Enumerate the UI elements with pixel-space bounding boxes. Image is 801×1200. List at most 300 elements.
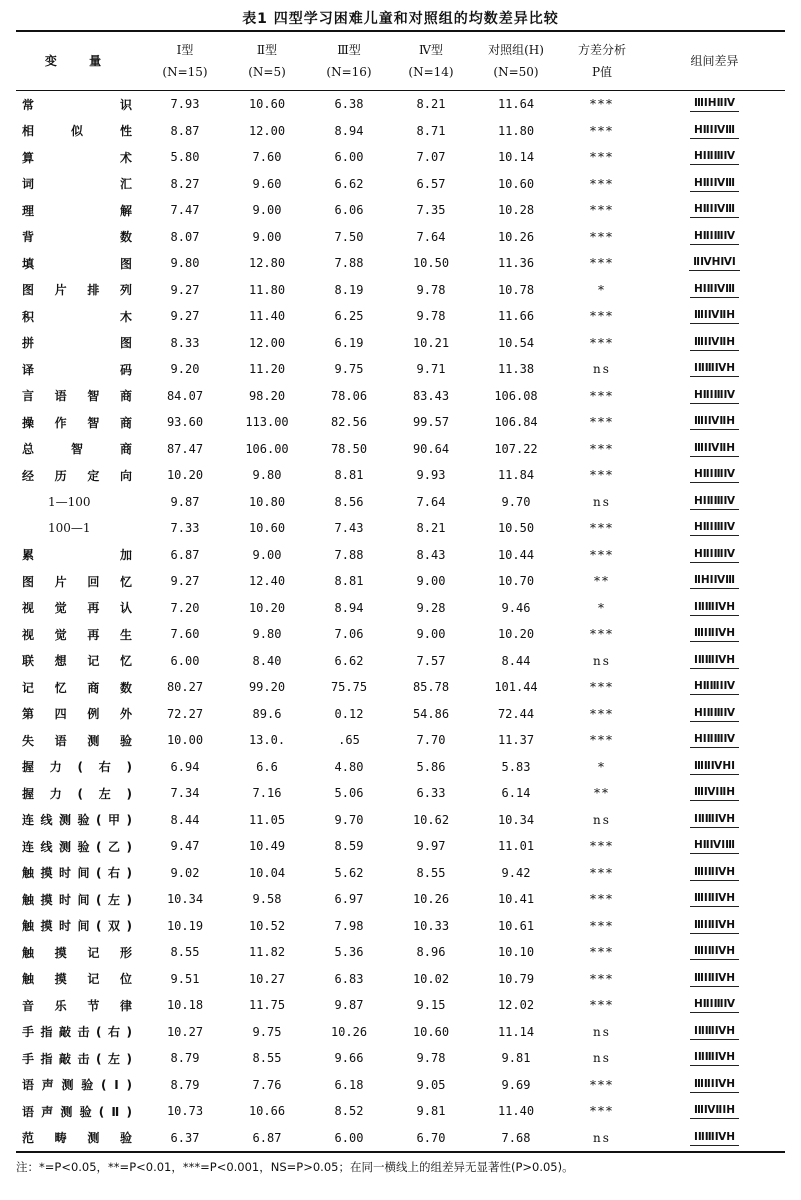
type4-mean: 54.86 (412, 706, 450, 721)
group-difference-text: HⅡⅠⅣⅢ (690, 176, 739, 192)
group-difference (644, 303, 785, 330)
type1-mean: 7.60 (170, 627, 200, 642)
type4-mean: 8.43 (416, 547, 446, 562)
type4-mean: 7.07 (416, 150, 446, 165)
type4-mean: 8.21 (416, 97, 446, 112)
type4-mean: 7.35 (416, 203, 446, 218)
type3-mean: 78.50 (330, 441, 368, 456)
type1-mean: 9.20 (170, 362, 200, 377)
type2-mean: 10.60 (248, 521, 286, 536)
type3-mean: 10.26 (330, 1024, 368, 1039)
type3-mean: .65 (338, 733, 360, 748)
table-title: 表1 四型学习困难儿童和对照组的均数差异比较 (242, 11, 559, 27)
anova-p-value: *** (590, 309, 614, 324)
group-difference-text: ⅢⅡⅣHⅠ (690, 759, 739, 775)
group-difference-text: ⅠⅡⅢⅣH (690, 1050, 739, 1066)
table-row (16, 727, 785, 754)
type3-mean: 8.94 (334, 123, 364, 138)
group-difference-text: ⅢⅠⅡⅣH (690, 891, 739, 907)
type4-mean: 10.62 (412, 812, 450, 827)
type2-mean: 9.00 (252, 547, 282, 562)
group-difference-text: ⅢⅠⅣⅡH (690, 335, 739, 351)
control-mean: 10.41 (497, 892, 535, 907)
header-type4: Ⅳ型 (N=14) (390, 31, 472, 91)
type2-mean: 7.16 (252, 786, 282, 801)
group-difference-text: HⅡⅣⅠⅢ (690, 838, 739, 854)
type3-mean: 8.94 (334, 600, 364, 615)
variable-name: 100—1 (48, 521, 91, 536)
type1-mean: 9.80 (170, 256, 200, 271)
type2-mean: 10.49 (248, 839, 286, 854)
type2-mean: 10.52 (248, 918, 286, 933)
anova-p-value: *** (590, 97, 614, 112)
table-row (16, 436, 785, 463)
type4-mean: 7.70 (416, 733, 446, 748)
table-header (16, 31, 785, 91)
type1-mean: 10.19 (166, 918, 204, 933)
type2-mean: 7.76 (252, 1077, 282, 1092)
group-difference-text: ⅡⅣHⅣⅠ (689, 255, 740, 271)
type1-mean: 7.93 (170, 97, 200, 112)
type4-mean: 9.28 (416, 600, 446, 615)
group-difference-text: ⅠⅡⅢⅣH (690, 600, 739, 616)
group-difference (644, 780, 785, 807)
anova-p-value: ns (593, 653, 611, 668)
type3-mean: 5.06 (334, 786, 364, 801)
anova-p-value: *** (590, 971, 614, 986)
table-row (16, 1019, 785, 1046)
anova-p-value: * (598, 282, 606, 297)
table-row (16, 754, 785, 781)
group-difference (644, 144, 785, 171)
control-mean: 11.40 (497, 1104, 535, 1119)
group-difference-text: HⅡⅠⅢⅣ (690, 229, 739, 245)
type1-mean: 7.34 (170, 786, 200, 801)
variable-name: 触摸时间(右) (22, 866, 132, 881)
anova-p-value: *** (590, 945, 614, 960)
group-difference-text: ⅢⅠⅡⅣH (690, 971, 739, 987)
type4-mean: 8.96 (416, 945, 446, 960)
variable-name: 图片回忆 (22, 574, 132, 589)
type3-mean: 6.19 (334, 335, 364, 350)
table-row (16, 780, 785, 807)
table-row (16, 992, 785, 1019)
group-difference-text: ⅢⅠⅣⅡH (690, 441, 739, 457)
anova-p-value: *** (590, 865, 614, 880)
table-row (16, 807, 785, 834)
group-difference-text: HⅠⅡⅢⅣ (690, 732, 739, 748)
type1-mean: 7.20 (170, 600, 200, 615)
type2-mean: 13.0. (248, 733, 286, 748)
group-difference (644, 807, 785, 834)
anova-p-value: * (598, 759, 606, 774)
type2-mean: 113.00 (245, 415, 289, 430)
group-difference (644, 462, 785, 489)
group-difference-text: ⅠⅡⅢⅣH (690, 653, 739, 669)
anova-p-value: *** (590, 627, 614, 642)
type2-mean: 9.60 (252, 176, 282, 191)
variable-name: 握力(左) (22, 786, 132, 801)
type1-mean: 9.02 (170, 865, 200, 880)
group-difference (644, 1045, 785, 1072)
group-difference (644, 860, 785, 887)
type4-mean: 90.64 (412, 441, 450, 456)
group-difference (644, 1019, 785, 1046)
variable-name: 算术 (22, 150, 132, 165)
type3-mean: 8.59 (334, 839, 364, 854)
type1-mean: 8.55 (170, 945, 200, 960)
variable-name: 语声测验(Ⅰ) (22, 1078, 132, 1093)
control-mean: 11.84 (497, 468, 535, 483)
table-row (16, 91, 785, 118)
type4-mean: 6.33 (416, 786, 446, 801)
table-row (16, 277, 785, 304)
type3-mean: 8.56 (334, 494, 364, 509)
footnote: 注：*=P<0.05，**=P<0.01，***=P<0.001，NS=P>0.05；在同一横线上的组差异无显著性(P>0.05)。 (16, 1160, 574, 1174)
variable-name: 记忆商数 (22, 680, 132, 695)
type2-mean: 11.82 (248, 945, 286, 960)
type3-mean: 8.52 (334, 1104, 364, 1119)
group-difference-text: HⅡⅢⅠⅣ (690, 679, 739, 695)
type4-mean: 10.50 (412, 256, 450, 271)
type1-mean: 9.27 (170, 309, 200, 324)
anova-p-value: *** (590, 733, 614, 748)
type3-mean: 8.81 (334, 574, 364, 589)
group-difference-text: ⅢⅠHⅡⅣ (690, 96, 739, 112)
variable-name: 经历定向 (22, 468, 132, 483)
group-difference-text: ⅢⅡⅠⅣH (690, 1077, 739, 1093)
group-difference-text: ⅠⅡⅢⅣH (690, 361, 739, 377)
variable-name: 填图 (22, 256, 132, 271)
control-mean: 10.26 (497, 229, 535, 244)
type1-mean: 6.94 (170, 759, 200, 774)
type1-mean: 10.00 (166, 733, 204, 748)
variable-name: 失语测验 (22, 733, 132, 748)
group-difference-text: ⅠⅡⅢⅣH (690, 812, 739, 828)
group-difference-text: HⅡⅠⅢⅣ (690, 547, 739, 563)
group-difference (644, 701, 785, 728)
anova-p-value: *** (590, 441, 614, 456)
control-mean: 11.38 (497, 362, 535, 377)
table-row (16, 621, 785, 648)
table-row (16, 595, 785, 622)
type2-mean: 11.75 (248, 998, 286, 1013)
variable-name: 视觉再认 (22, 601, 132, 616)
type2-mean: 9.00 (252, 229, 282, 244)
table-row (16, 1098, 785, 1125)
type1-mean: 5.80 (170, 150, 200, 165)
control-mean: 5.83 (501, 759, 531, 774)
variable-name: 理解 (22, 203, 132, 218)
table-body (16, 91, 785, 1153)
type2-mean: 12.00 (248, 123, 286, 138)
group-difference (644, 992, 785, 1019)
type1-mean: 8.27 (170, 176, 200, 191)
type1-mean: 8.79 (170, 1077, 200, 1092)
anova-p-value: *** (590, 415, 614, 430)
type1-mean: 93.60 (166, 415, 204, 430)
type3-mean: 6.25 (334, 309, 364, 324)
group-difference (644, 568, 785, 595)
type1-mean: 8.87 (170, 123, 200, 138)
control-mean: 11.01 (497, 839, 535, 854)
anova-p-value: ns (593, 1024, 611, 1039)
variable-name: 范畴测验 (16, 1125, 144, 1153)
group-difference-text: HⅡⅠⅢⅣ (690, 997, 739, 1013)
variable-name: 背数 (22, 230, 132, 245)
type2-mean: 6.87 (226, 1125, 308, 1153)
control-mean: 9.46 (501, 600, 531, 615)
type2-mean: 8.55 (252, 1051, 282, 1066)
type4-mean: 8.71 (416, 123, 446, 138)
type3-mean: 82.56 (330, 415, 368, 430)
type4-mean: 6.57 (416, 176, 446, 191)
type1-mean: 7.47 (170, 203, 200, 218)
type1-mean: 10.18 (166, 998, 204, 1013)
type1-mean: 9.27 (170, 574, 200, 589)
type3-mean: 75.75 (330, 680, 368, 695)
type1-mean: 9.87 (170, 494, 200, 509)
type1-mean: 7.33 (170, 521, 200, 536)
control-mean: 11.36 (497, 256, 535, 271)
type1-mean: 10.73 (166, 1104, 204, 1119)
group-difference-text: ⅠⅡⅢⅣH (690, 1130, 739, 1146)
table-row (16, 409, 785, 436)
control-mean: 8.44 (501, 653, 531, 668)
group-difference (644, 197, 785, 224)
type1-mean: 6.37 (144, 1125, 226, 1153)
type1-mean: 80.27 (166, 680, 204, 695)
type1-mean: 8.33 (170, 335, 200, 350)
header-anova: 方差分析 P值 (560, 31, 644, 91)
group-difference (644, 648, 785, 675)
type2-mean: 10.66 (248, 1104, 286, 1119)
control-mean: 10.34 (497, 812, 535, 827)
anova-p-value: ns (560, 1125, 644, 1153)
anova-p-value: *** (590, 998, 614, 1013)
type4-mean: 9.00 (416, 574, 446, 589)
header-type1: Ⅰ型 (N=15) (144, 31, 226, 91)
table-row (16, 913, 785, 940)
group-difference (644, 913, 785, 940)
table-row (16, 939, 785, 966)
control-mean: 11.37 (497, 733, 535, 748)
type4-mean: 9.00 (416, 627, 446, 642)
table-row (16, 489, 785, 516)
type3-mean: 9.70 (334, 812, 364, 827)
control-mean: 12.02 (497, 998, 535, 1013)
control-mean: 10.20 (497, 627, 535, 642)
anova-p-value: *** (590, 521, 614, 536)
variable-name: 音乐节律 (22, 998, 132, 1013)
group-difference (644, 489, 785, 516)
type4-mean: 9.78 (416, 309, 446, 324)
group-difference (644, 939, 785, 966)
variable-name: 拼图 (22, 336, 132, 351)
variable-name: 图片排列 (22, 283, 132, 298)
type1-mean: 9.47 (170, 839, 200, 854)
type3-mean: 6.18 (334, 1077, 364, 1092)
type2-mean: 10.60 (248, 97, 286, 112)
header-variable: 变 量 (16, 31, 144, 91)
type3-mean: 7.88 (334, 256, 364, 271)
type2-mean: 9.80 (252, 468, 282, 483)
type2-mean: 7.60 (252, 150, 282, 165)
type3-mean: 7.06 (334, 627, 364, 642)
anova-p-value: ns (593, 362, 611, 377)
type2-mean: 99.20 (248, 680, 286, 695)
anova-p-value: *** (590, 203, 614, 218)
type4-mean: 10.21 (412, 335, 450, 350)
table-row (16, 330, 785, 357)
table-row (16, 701, 785, 728)
type2-mean: 11.20 (248, 362, 286, 377)
type2-mean: 98.20 (248, 388, 286, 403)
anova-p-value: ns (593, 494, 611, 509)
type3-mean: 5.62 (334, 865, 364, 880)
group-difference (644, 118, 785, 145)
type4-mean: 10.33 (412, 918, 450, 933)
type2-mean: 10.20 (248, 600, 286, 615)
type3-mean: 6.83 (334, 971, 364, 986)
control-mean: 106.84 (494, 415, 538, 430)
table-row (16, 250, 785, 277)
variable-name: 词汇 (22, 177, 132, 192)
group-difference-text: ⅢⅠⅡⅣH (690, 944, 739, 960)
anova-p-value: *** (590, 1104, 614, 1119)
group-difference (644, 833, 785, 860)
anova-p-value: ** (594, 574, 610, 589)
control-mean: 10.54 (497, 335, 535, 350)
type3-mean: 9.66 (334, 1051, 364, 1066)
type1-mean: 9.27 (170, 282, 200, 297)
group-difference-text: ⅢⅠⅡⅣH (690, 865, 739, 881)
anova-p-value: *** (590, 335, 614, 350)
table-row (16, 1125, 785, 1153)
table-row (16, 224, 785, 251)
control-mean: 11.64 (497, 97, 535, 112)
table-row (16, 1045, 785, 1072)
type4-mean: 10.60 (412, 1024, 450, 1039)
control-mean: 10.44 (497, 547, 535, 562)
type4-mean: 99.57 (412, 415, 450, 430)
table-row (16, 515, 785, 542)
type3-mean: 9.87 (334, 998, 364, 1013)
variable-name: 握力(右) (22, 760, 132, 775)
table-row (16, 383, 785, 410)
group-difference (644, 886, 785, 913)
type3-mean: 6.06 (334, 203, 364, 218)
control-mean: 10.14 (497, 150, 535, 165)
group-difference-text: ⅢⅣⅡⅠH (690, 1103, 739, 1119)
group-difference-text: HⅡⅠⅢⅣ (690, 388, 739, 404)
group-difference (644, 966, 785, 993)
group-difference-text: HⅡⅠⅢⅣ (690, 467, 739, 483)
type2-mean: 11.05 (248, 812, 286, 827)
anova-p-value: *** (590, 388, 614, 403)
type3-mean: 0.12 (334, 706, 364, 721)
type4-mean: 9.81 (416, 1104, 446, 1119)
group-difference (644, 330, 785, 357)
group-difference (644, 515, 785, 542)
group-difference (644, 1072, 785, 1099)
type3-mean: 7.43 (334, 521, 364, 536)
table-row (16, 118, 785, 145)
table-row (16, 197, 785, 224)
group-difference (644, 436, 785, 463)
variable-name: 触摸记形 (22, 945, 132, 960)
type2-mean: 10.04 (248, 865, 286, 880)
type2-mean: 12.80 (248, 256, 286, 271)
type1-mean: 10.20 (166, 468, 204, 483)
anova-p-value: *** (590, 150, 614, 165)
type3-mean: 8.81 (334, 468, 364, 483)
group-difference (644, 383, 785, 410)
type1-mean: 8.44 (170, 812, 200, 827)
group-difference-text: HⅠⅡⅢⅣ (690, 706, 739, 722)
type4-mean: 7.64 (416, 229, 446, 244)
type4-mean: 7.57 (416, 653, 446, 668)
table-row (16, 462, 785, 489)
table-row (16, 674, 785, 701)
control-mean: 10.50 (497, 521, 535, 536)
type2-mean: 9.58 (252, 892, 282, 907)
group-difference-text: ⅢⅠⅡⅣH (690, 626, 739, 642)
control-mean: 10.79 (497, 971, 535, 986)
group-difference (644, 727, 785, 754)
type4-mean: 6.70 (390, 1125, 472, 1153)
type3-mean: 6.62 (334, 653, 364, 668)
type2-mean: 9.00 (252, 203, 282, 218)
anova-p-value: *** (590, 123, 614, 138)
type3-mean: 78.06 (330, 388, 368, 403)
type2-mean: 8.40 (252, 653, 282, 668)
group-difference-text: ⅢⅠⅡⅣH (690, 918, 739, 934)
variable-name: 语声测验(Ⅱ) (22, 1104, 132, 1119)
group-difference (644, 356, 785, 383)
group-difference-text: HⅠⅡⅢⅣ (690, 149, 739, 165)
type3-mean: 9.75 (334, 362, 364, 377)
control-mean: 9.42 (501, 865, 531, 880)
type1-mean: 9.51 (170, 971, 200, 986)
control-mean: 10.61 (497, 918, 535, 933)
group-difference (644, 1098, 785, 1125)
variable-name: 触摸时间(左) (22, 892, 132, 907)
type4-mean: 8.21 (416, 521, 446, 536)
type2-mean: 10.80 (248, 494, 286, 509)
table-row (16, 886, 785, 913)
group-difference (644, 277, 785, 304)
group-difference-text: HⅠⅡⅢⅣ (690, 494, 739, 510)
anova-p-value: * (598, 600, 606, 615)
control-mean: 11.14 (497, 1024, 535, 1039)
control-mean: 11.80 (497, 123, 535, 138)
type4-mean: 9.78 (416, 282, 446, 297)
type2-mean: 106.00 (245, 441, 289, 456)
group-difference-text: HⅡⅠⅣⅢ (690, 123, 739, 139)
variable-name: 1—100 (48, 494, 91, 509)
table-row (16, 568, 785, 595)
group-difference-text: HⅡⅠⅢⅣ (690, 520, 739, 536)
variable-name: 连线测验(乙) (22, 839, 132, 854)
group-difference-text: ⅢⅣⅠⅡH (690, 785, 739, 801)
table-row (16, 860, 785, 887)
control-mean: 10.10 (497, 945, 535, 960)
variable-name: 视觉再生 (22, 627, 132, 642)
variable-name: 言语智商 (22, 389, 132, 404)
type2-mean: 9.80 (252, 627, 282, 642)
table-row (16, 833, 785, 860)
